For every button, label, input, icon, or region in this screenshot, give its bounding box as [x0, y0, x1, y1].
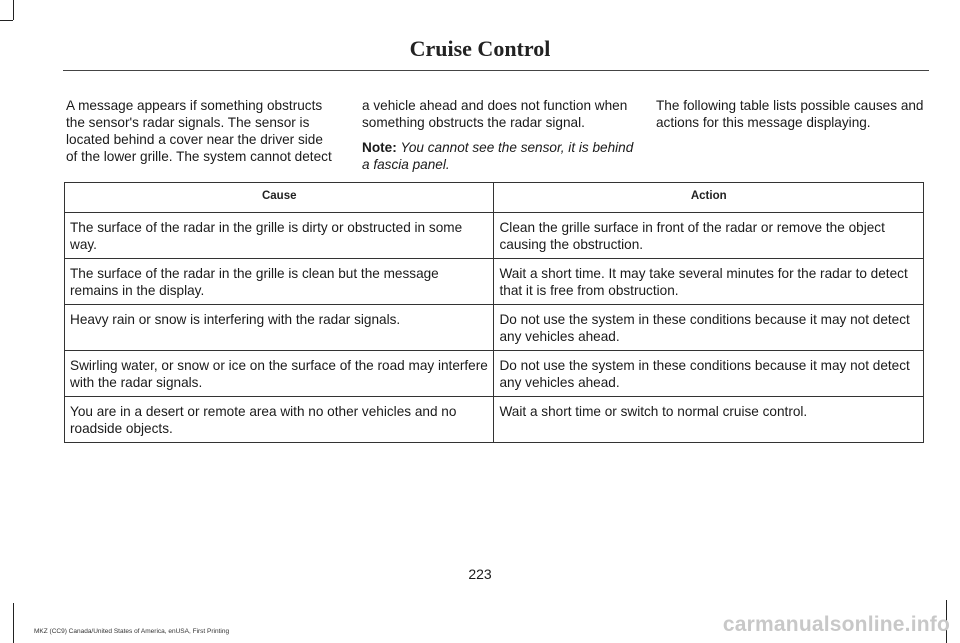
- column-header-cause: Cause: [65, 183, 494, 213]
- table-header-row: [65, 183, 924, 213]
- text-column-3: [656, 97, 928, 139]
- text-column-1: [66, 97, 336, 173]
- action-cell: Wait a short time. It may take several minutes for the radar to detect that it is free from obstruction.: [494, 259, 924, 305]
- action-cell: Do not use the system in these conditions because it may not detect any vehicles ahead.: [494, 351, 924, 397]
- column-1-paragraph: A message appears if something obstructs the sensor's radar signals. The sensor is located behind a cover near the driver side of the lower grille. The system cannot detect: [66, 98, 332, 164]
- cause-cell: Heavy rain or snow is interfering with the radar signals.: [65, 305, 494, 351]
- note-label: Note:: [362, 140, 397, 155]
- table-row: [65, 213, 924, 259]
- action-cell: Clean the grille surface in front of the radar or remove the object causing the obstruction.: [494, 213, 924, 259]
- action-cell: Do not use the system in these conditions because it may not detect any vehicles ahead.: [494, 305, 924, 351]
- table-row: [65, 305, 924, 351]
- column-2-paragraph: a vehicle ahead and does not function when something obstructs the radar signal.: [362, 98, 628, 130]
- cause-action-table: [64, 182, 924, 443]
- note-text: You cannot see the sensor, it is behind a fascia panel.: [362, 140, 634, 172]
- cause-cell: Swirling water, or snow or ice on the surface of the road may interfere with the radar signals.: [65, 351, 494, 397]
- text-column-2: [362, 97, 634, 181]
- table-row: [65, 397, 924, 443]
- edition-footer: MKZ (CC9) Canada/United States of America, enUSA, First Printing: [34, 628, 230, 635]
- watermark-logo: carmanualsonline.info: [722, 613, 950, 636]
- crop-mark-bottom-left-v: [13, 603, 14, 643]
- table-row: [65, 259, 924, 305]
- column-header-action: Action: [494, 183, 924, 213]
- crop-mark-top-left-h: [0, 20, 13, 21]
- crop-mark-top-left-v: [13, 0, 14, 20]
- cause-cell: The surface of the radar in the grille is clean but the message remains in the display.: [65, 259, 494, 305]
- action-cell: Wait a short time or switch to normal cruise control.: [494, 397, 924, 443]
- note: [362, 139, 634, 173]
- page-number: 223: [468, 566, 492, 582]
- page-title: Cruise Control: [409, 36, 551, 61]
- cause-cell: You are in a desert or remote area with no other vehicles and no roadside objects.: [65, 397, 494, 443]
- cause-cell: The surface of the radar in the grille is dirty or obstructed in some way.: [65, 213, 494, 259]
- table-row: [65, 351, 924, 397]
- column-3-paragraph: The following table lists possible causes and actions for this message displaying.: [656, 98, 924, 130]
- header-divider: [63, 70, 929, 71]
